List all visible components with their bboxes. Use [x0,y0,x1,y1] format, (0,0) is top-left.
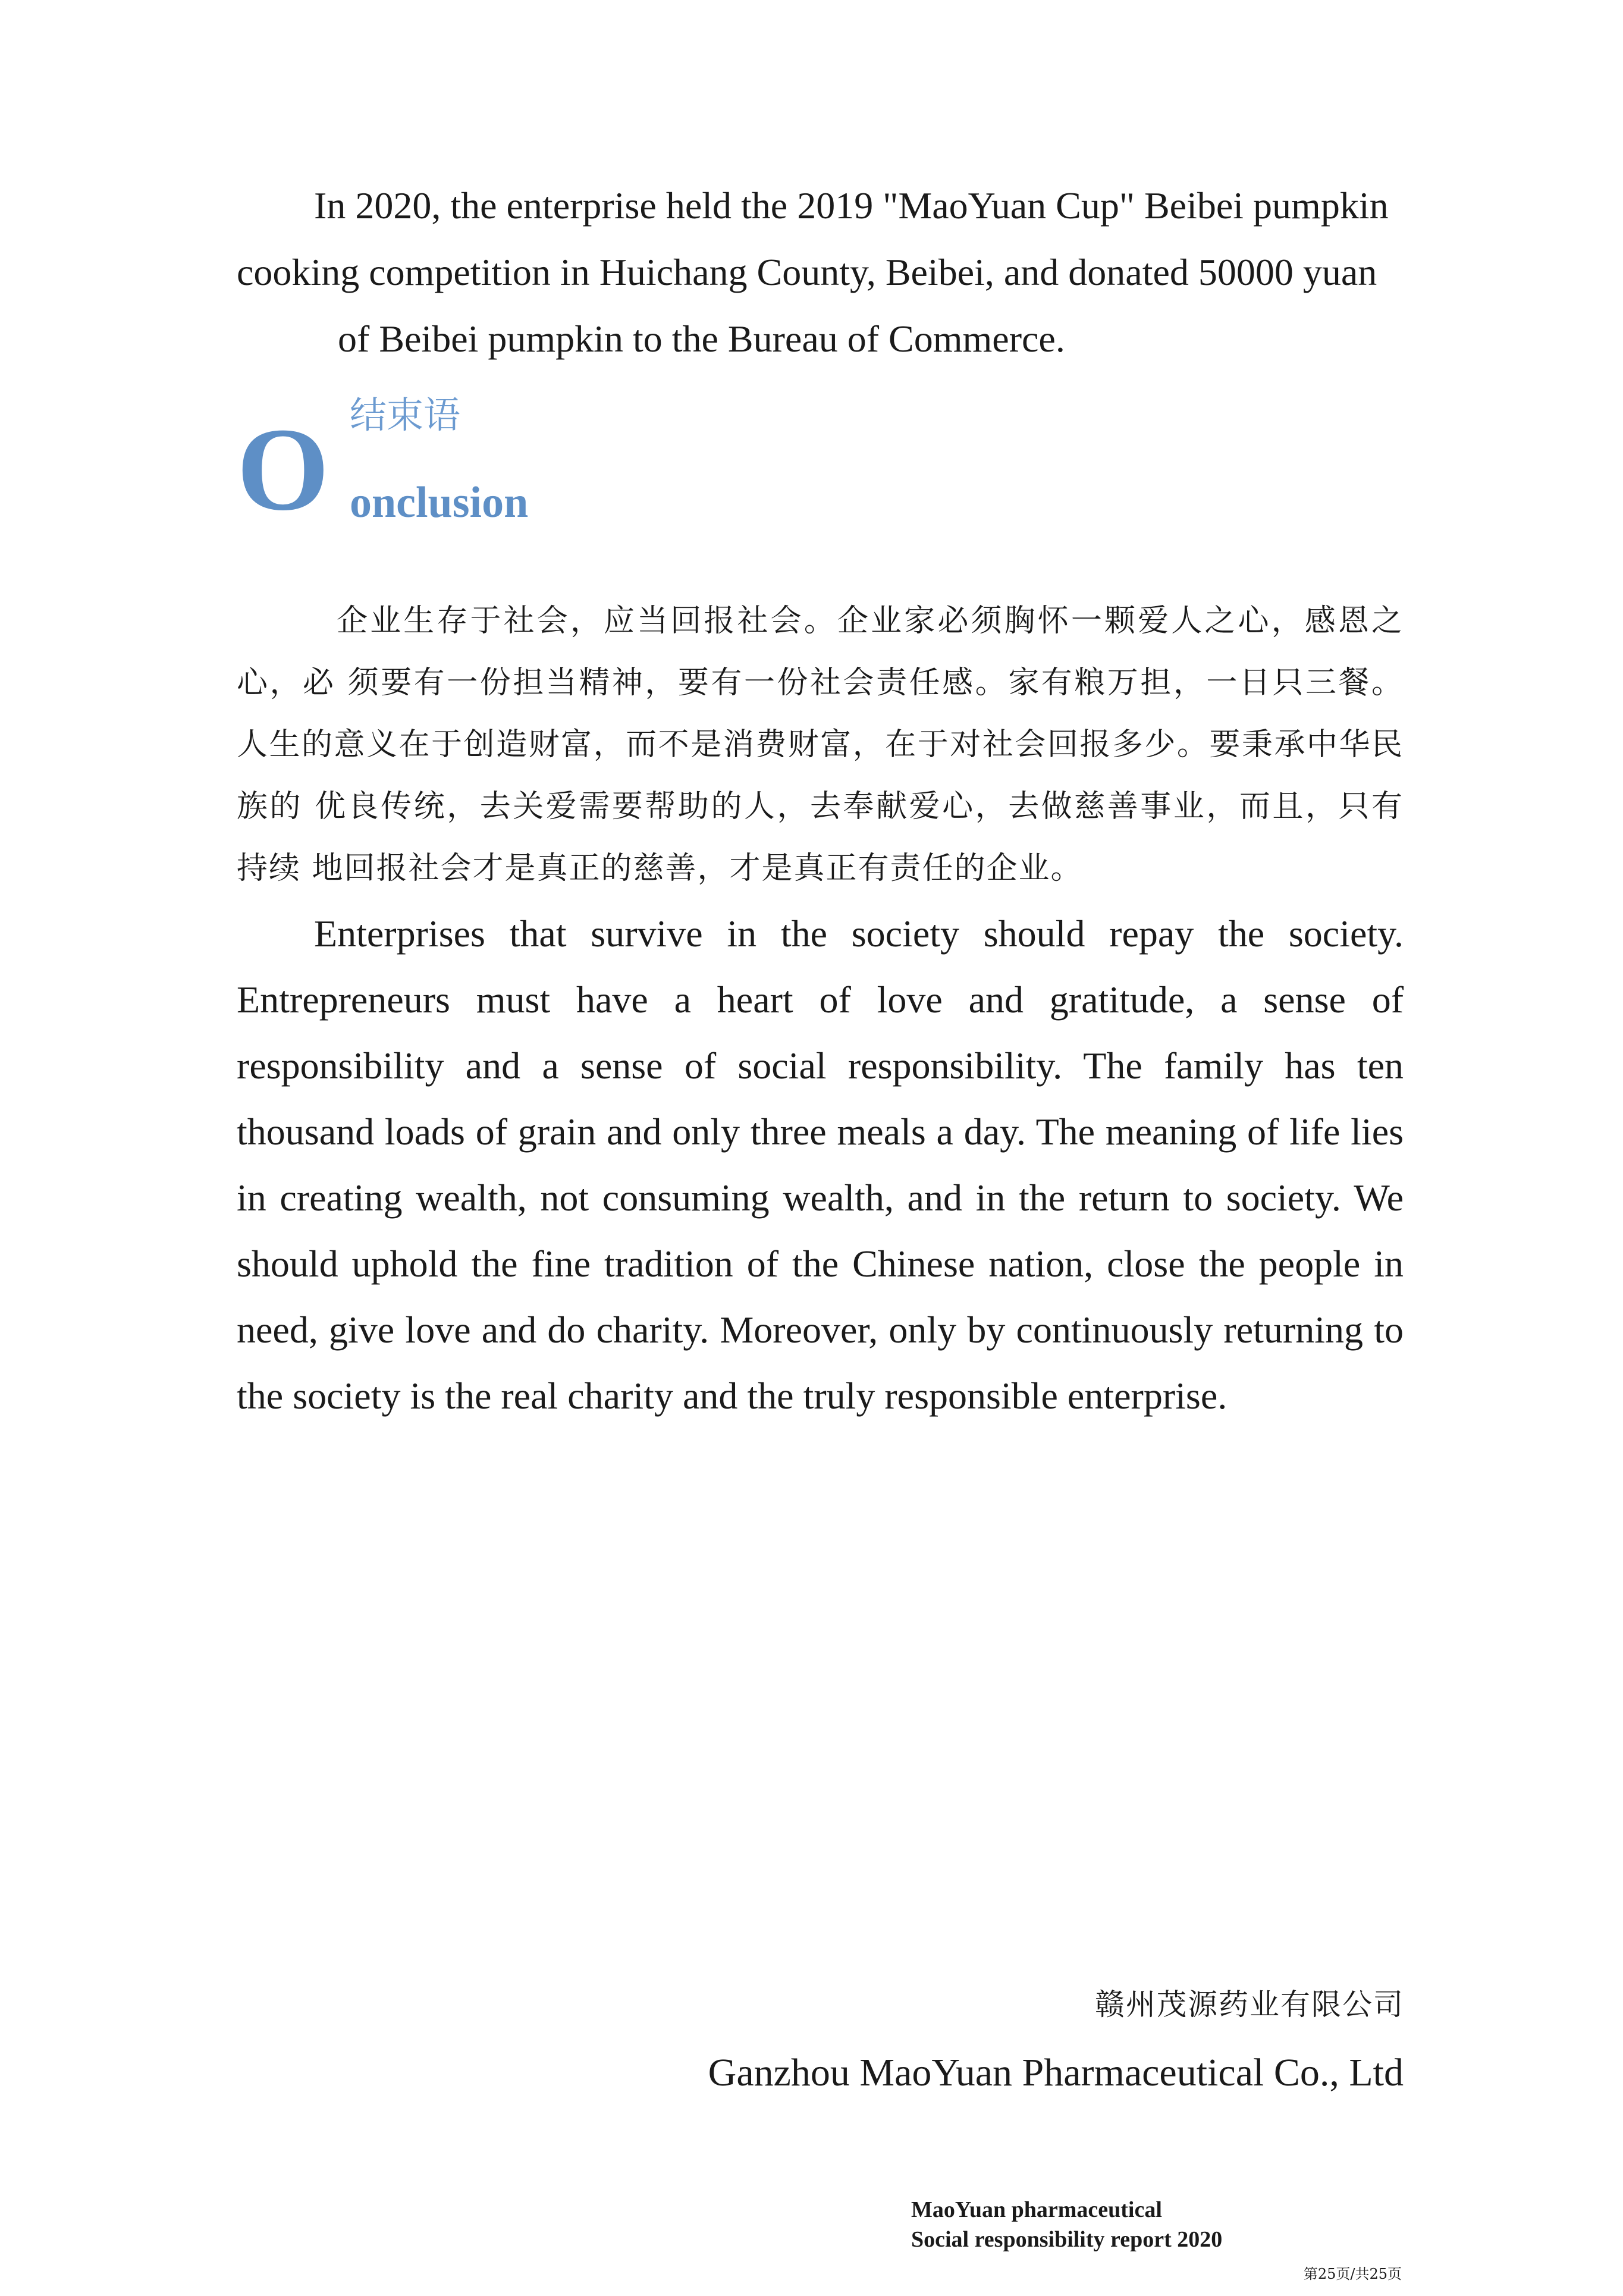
footer-line-2: Social responsibility report 2020 [911,2227,1223,2252]
conclusion-paragraph-en: Enterprises that survive in the society should repay the society. Entrepreneurs must have a heart of love and gratitude, a sense of responsibility and a sense of social responsibility. The family has ten thousand loads of grain and only three meals a day. The meaning of life lies in creating wealth, not consuming wealth, and in the return to society. We should uphold the fine tradition of the Chinese nation, close the people in need, give love and do charity. Moreover, only by continuously returning to the society is the real charity and the truly responsible enterprise. [237,912,1404,1417]
company-name-zh: 赣州茂源药业有限公司 [1095,1987,1404,2022]
intro-paragraph [237,172,1402,372]
conclusion-paragraph-zh: 企业生存于社会，应当回报社会。企业家必须胸怀一颗爱人之心，感恩之心，必 须要有一份担当精神，要有一份社会责任感。家有粮万担，一日只三餐。人生的意义在于创造财富，而不是消费财富，在于对社会回报多少。要秉承中华民族的 优良传统，去关爱需要帮助的人，去奉献爱心，去做慈善事业，而且，只有持续 地回报社会才是真正的慈善，才是真正有责任的企业。 [237,603,1404,886]
intro-line-2: cooking competition in Huichang County, Beibei, and donated 50000 yuan [237,251,1377,293]
heading-title-en: onclusion [350,478,529,527]
footer-line-1: MaoYuan pharmaceutical [911,2197,1162,2222]
heading-initial-letter: O [237,404,329,535]
page-number: 第25页/共25页 [1303,2266,1402,2282]
intro-line-3: of Beibei pumpkin to the Bureau of Commerce. [338,318,1065,360]
company-name-en: Ganzhou MaoYuan Pharmaceutical Co., Ltd [708,2051,1404,2094]
heading-title-zh: 结束语 [350,393,461,437]
intro-line-1: In 2020, the enterprise held the 2019 "MaoYuan Cup" Beibei pumpkin [314,184,1389,227]
conclusion-heading [237,387,712,541]
report-footer [911,2195,1222,2254]
